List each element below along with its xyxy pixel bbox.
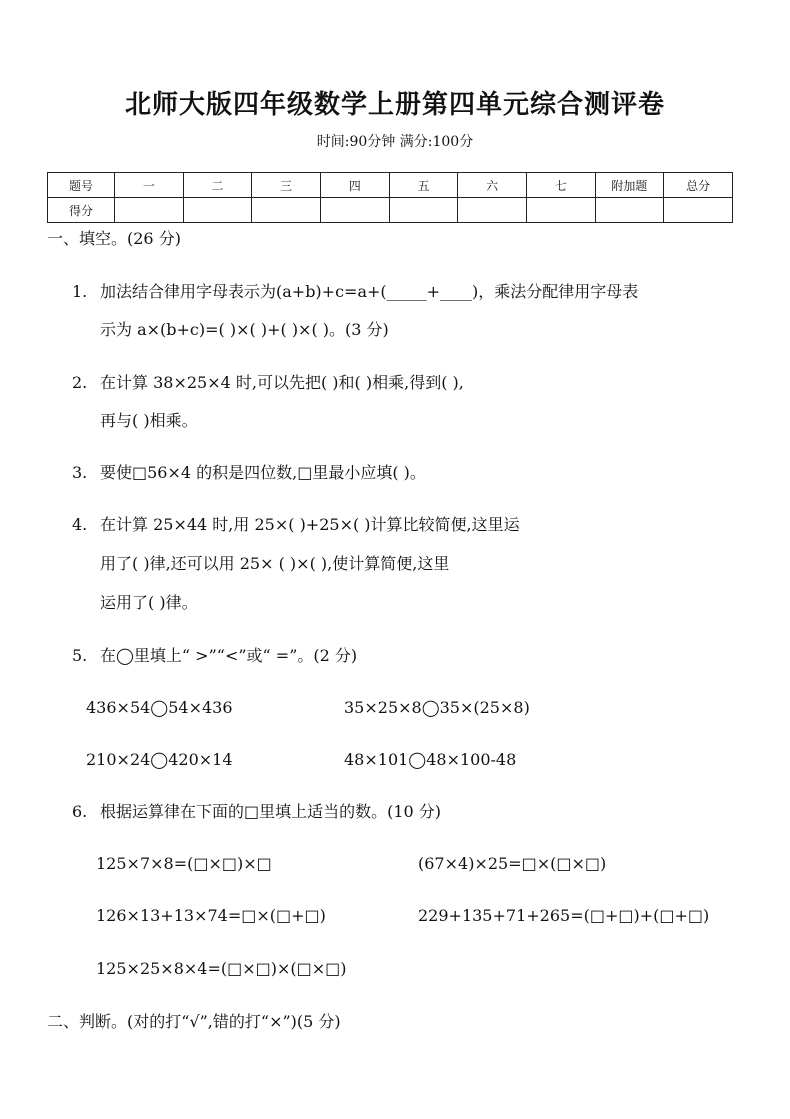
score-table bbox=[47, 172, 733, 223]
score-table-score-row bbox=[48, 198, 733, 223]
score-cell: 附加题 bbox=[595, 173, 664, 198]
question-text: 在计算 38×25×4 时,可以先把( )和( )相乘,得到( ), bbox=[100, 373, 464, 392]
compare-item[interactable]: 48×101◯48×100-48 bbox=[344, 750, 517, 769]
question-text: 根据运算律在下面的□里填上适当的数。(10 分) bbox=[100, 802, 442, 821]
score-input-cell[interactable] bbox=[183, 198, 252, 223]
question-number: 3. bbox=[72, 463, 88, 482]
section-heading: 一、填空。(26 分) bbox=[47, 229, 181, 248]
question-4-continued: 运用了( )律。 bbox=[100, 593, 198, 612]
question-number: 5. bbox=[72, 646, 88, 665]
question-4-continued: 用了( )律,还可以用 25× ( )×( ),使计算简便,这里 bbox=[100, 554, 450, 573]
question-text: 在计算 25×44 时,用 25×( )+25×( )计算比较简便,这里运 bbox=[100, 515, 520, 534]
question-5 bbox=[72, 646, 357, 666]
score-input-cell[interactable] bbox=[252, 198, 321, 223]
score-cell: 七 bbox=[526, 173, 595, 198]
score-cell: 二 bbox=[183, 173, 252, 198]
question-2-continued: 再与( )相乘。 bbox=[100, 411, 198, 430]
question-number: 1. bbox=[72, 282, 88, 301]
score-cell: 五 bbox=[389, 173, 458, 198]
score-cell: 一 bbox=[115, 173, 184, 198]
score-input-cell[interactable] bbox=[595, 198, 664, 223]
compare-item[interactable]: 210×24◯420×14 bbox=[86, 750, 233, 769]
question-4 bbox=[72, 515, 520, 535]
question-number: 6. bbox=[72, 802, 88, 821]
question-number: 4. bbox=[72, 515, 88, 534]
question-text: 在◯里填上“ >”“<”或“ =”。(2 分) bbox=[100, 646, 358, 665]
page-subtitle: 时间:90分钟 满分:100分 bbox=[316, 134, 474, 150]
fill-item[interactable]: 126×13+13×74=□×(□+□) bbox=[96, 906, 326, 925]
score-cell: 总分 bbox=[664, 173, 733, 198]
score-cell: 六 bbox=[458, 173, 527, 198]
fill-item[interactable]: 125×7×8=(□×□)×□ bbox=[96, 854, 272, 873]
score-input-cell[interactable] bbox=[526, 198, 595, 223]
compare-item[interactable]: 35×25×8◯35×(25×8) bbox=[344, 698, 530, 717]
fill-item[interactable]: 125×25×8×4=(□×□)×(□×□) bbox=[96, 959, 347, 978]
question-text: 加法结合律用字母表示为(a+b)+c=a+(_____+____)，乘法分配律用字母表 bbox=[100, 282, 639, 301]
question-6 bbox=[72, 802, 441, 822]
fill-item[interactable]: 229+135+71+265=(□+□)+(□+□) bbox=[418, 906, 710, 925]
page-title: 北师大版四年级数学上册第四单元综合测评卷 bbox=[124, 90, 665, 120]
score-input-cell[interactable] bbox=[320, 198, 389, 223]
question-1-continued: 示为 a×(b+c)=( )×( )+( )×( )。(3 分) bbox=[100, 320, 389, 339]
question-text: 要使□56×4 的积是四位数,□里最小应填( )。 bbox=[100, 463, 426, 482]
score-input-cell[interactable] bbox=[458, 198, 527, 223]
score-table-header-row bbox=[48, 173, 733, 198]
compare-item[interactable]: 436×54◯54×436 bbox=[86, 698, 233, 717]
score-cell: 四 bbox=[320, 173, 389, 198]
question-2 bbox=[72, 373, 464, 393]
fill-item[interactable]: (67×4)×25=□×(□×□) bbox=[418, 854, 607, 873]
score-input-cell[interactable] bbox=[389, 198, 458, 223]
score-cell: 题号 bbox=[48, 173, 115, 198]
question-number: 2. bbox=[72, 373, 88, 392]
question-1 bbox=[72, 282, 638, 302]
score-input-cell[interactable] bbox=[664, 198, 733, 223]
score-cell: 三 bbox=[252, 173, 321, 198]
question-3 bbox=[72, 463, 426, 483]
score-cell: 得分 bbox=[48, 198, 115, 223]
section-heading: 二、判断。(对的打“√”,错的打“×”)(5 分) bbox=[47, 1012, 341, 1031]
score-input-cell[interactable] bbox=[115, 198, 184, 223]
